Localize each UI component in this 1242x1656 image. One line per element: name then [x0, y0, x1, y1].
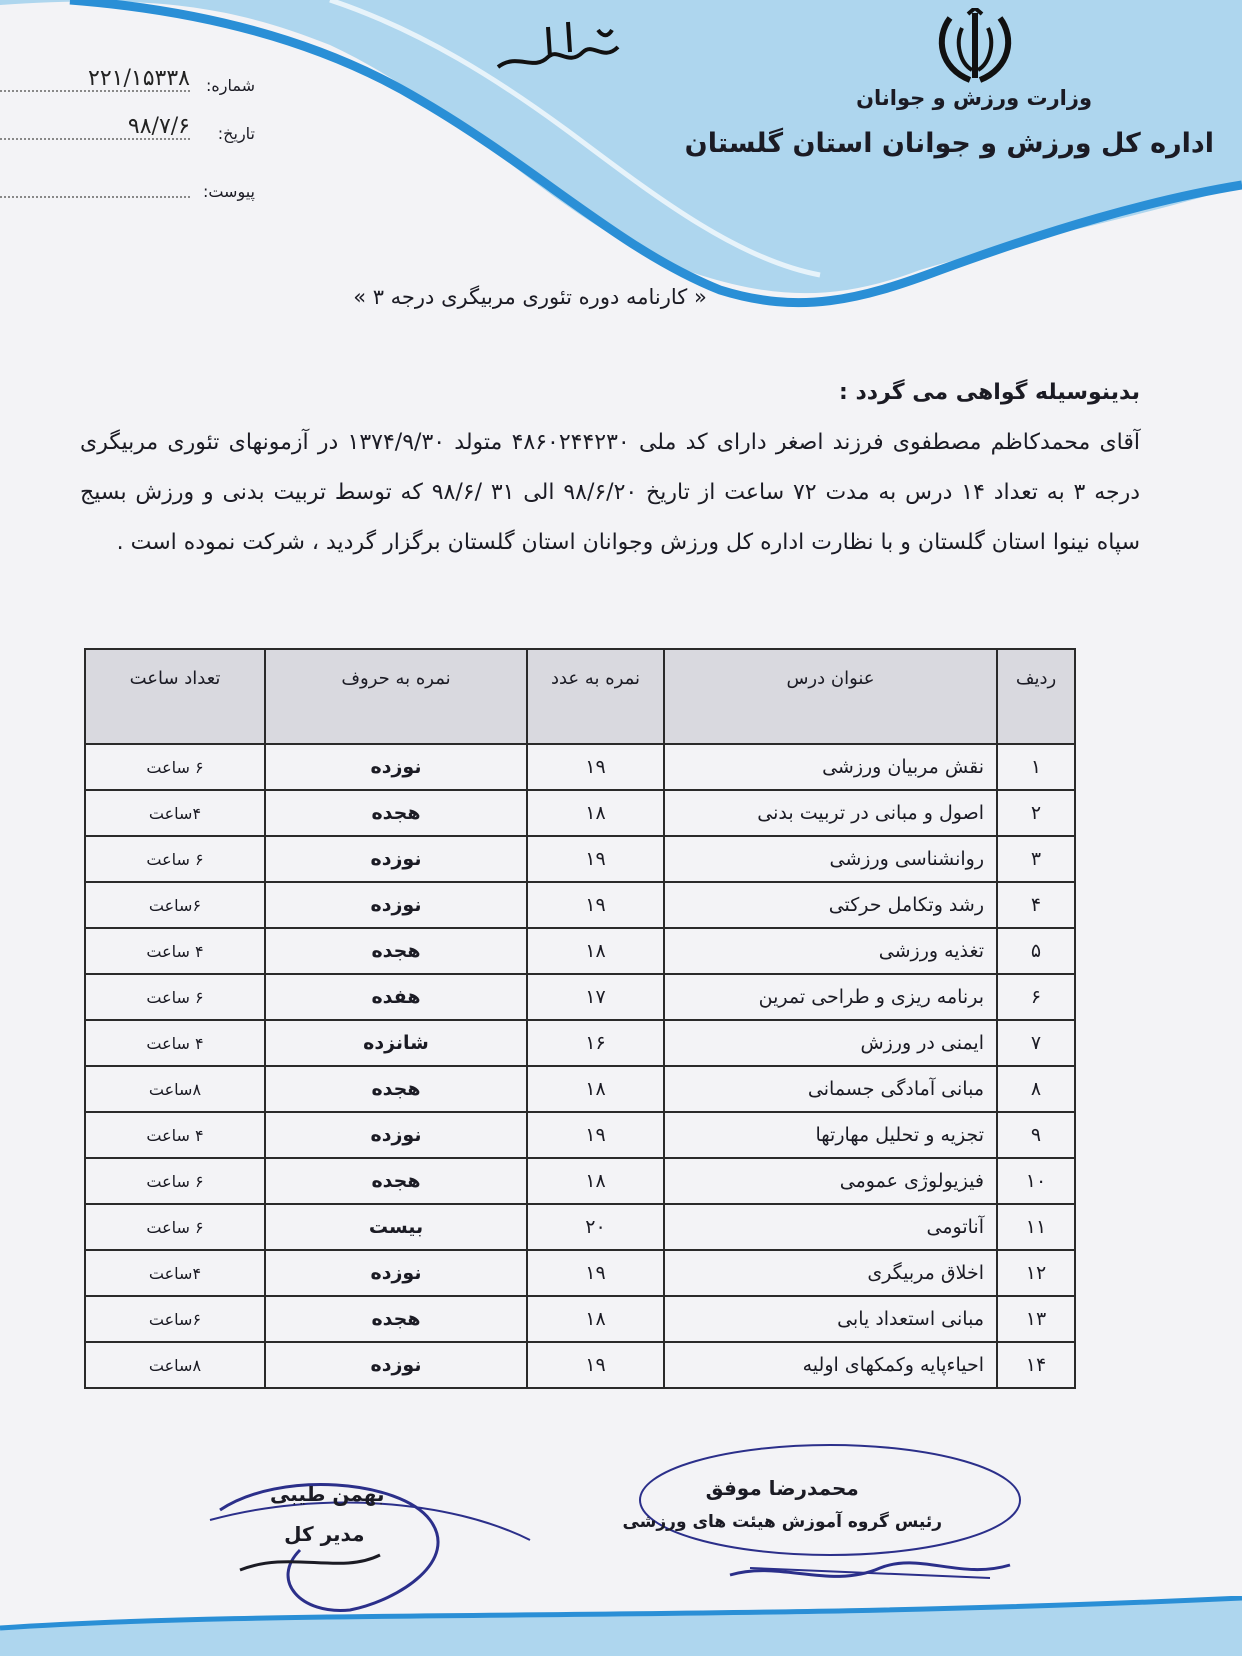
course-title-cell: روانشناسی ورزشی [664, 836, 997, 882]
grade-words-cell: نوزده [265, 1250, 527, 1296]
bismillah-calligraphy [488, 12, 628, 82]
hours-cell: ۶ ساعت [85, 1204, 265, 1250]
letter-date-field [0, 114, 300, 148]
row-number-cell: ۱ [997, 744, 1075, 790]
table-row [85, 836, 1075, 882]
grade-words-cell: نوزده [265, 836, 527, 882]
header-row-number: ردیف [997, 649, 1075, 744]
row-number-cell: ۱۲ [997, 1250, 1075, 1296]
grade-words-cell: بیست [265, 1204, 527, 1250]
hours-cell: ۴ ساعت [85, 1020, 265, 1066]
table-row [85, 882, 1075, 928]
grade-words-cell: نوزده [265, 882, 527, 928]
table-row [85, 1296, 1075, 1342]
course-title-cell: مبانی آمادگی جسمانی [664, 1066, 997, 1112]
course-title-cell: نقش مربیان ورزشی [664, 744, 997, 790]
grades-table-body [85, 744, 1075, 1388]
iran-emblem-icon [930, 8, 1020, 88]
row-number-cell: ۱۱ [997, 1204, 1075, 1250]
table-row [85, 1066, 1075, 1112]
row-number-cell: ۵ [997, 928, 1075, 974]
row-number-cell: ۱۰ [997, 1158, 1075, 1204]
grade-number-cell: ۱۸ [527, 790, 664, 836]
hours-cell: ۸ساعت [85, 1342, 265, 1388]
table-row [85, 928, 1075, 974]
grade-number-cell: ۱۹ [527, 1342, 664, 1388]
row-number-cell: ۹ [997, 1112, 1075, 1158]
course-title-cell: ایمنی در ورزش [664, 1020, 997, 1066]
grade-number-cell: ۱۸ [527, 1296, 664, 1342]
number-value: ۲۲۱/۱۵۳۳۸ [88, 66, 190, 91]
hours-cell: ۶ساعت [85, 882, 265, 928]
hours-cell: ۴ ساعت [85, 1112, 265, 1158]
grade-words-cell: شانزده [265, 1020, 527, 1066]
document-title: « کارنامه دوره تئوری مربیگری درجه ۳ » [353, 285, 707, 309]
grade-number-cell: ۱۸ [527, 928, 664, 974]
header-grade-number: نمره به عدد [527, 649, 664, 744]
hours-cell: ۴ ساعت [85, 928, 265, 974]
number-label: شماره: [205, 76, 255, 95]
table-row [85, 1204, 1075, 1250]
table-row [85, 974, 1075, 1020]
attachment-field [0, 182, 300, 206]
date-value: ۹۸/۷/۶ [127, 114, 190, 139]
grade-number-cell: ۲۰ [527, 1204, 664, 1250]
grade-number-cell: ۱۹ [527, 1250, 664, 1296]
hours-cell: ۸ساعت [85, 1066, 265, 1112]
grade-number-cell: ۱۹ [527, 836, 664, 882]
grades-table [84, 648, 1076, 1389]
row-number-cell: ۴ [997, 882, 1075, 928]
footer-wave-graphic [0, 1596, 1242, 1656]
directorate-name: اداره کل ورزش و جوانان استان گلستان [684, 128, 1214, 159]
course-title-cell: رشد وتکامل حرکتی [664, 882, 997, 928]
grade-number-cell: ۱۶ [527, 1020, 664, 1066]
signer-right-name: محمدرضا موفق [705, 1476, 859, 1500]
certificate-paragraph: آقای محمدکاظم مصطفوی فرزند اصغر دارای کد ملی ۴۸۶۰۲۴۴۲۳۰ متولد ۱۳۷۴/۹/۳۰ در آزمونهای تئوری مربیگری درجه ۳ به تعداد ۱۴ درس به مدت ۷۲ ساعت از تاریخ ۹۸/۶/۲۰ الی ۳۱ /۹۸/۶ که توسط تربیت بدنی و ورزش بسیج سپاه نینوا استان گلستان و با نظارت اداره کل ورزش وجوانان استان گلستان برگزار گردید ، شرکت نموده است . [80, 430, 1141, 555]
course-title-cell: اصول و مبانی در تربیت بدنی [664, 790, 997, 836]
table-row [85, 1158, 1075, 1204]
table-row [85, 790, 1075, 836]
row-number-cell: ۶ [997, 974, 1075, 1020]
table-row [85, 1250, 1075, 1296]
hours-cell: ۶ ساعت [85, 744, 265, 790]
signer-right-title: رئیس گروه آموزش هیئت های ورزشی [622, 1512, 942, 1532]
table-row [85, 1112, 1075, 1158]
course-title-cell: احیاءپایه وکمکهای اولیه [664, 1342, 997, 1388]
table-header-row [85, 649, 1075, 744]
certificate-body [80, 368, 1140, 568]
course-title-cell: تغذیه ورزشی [664, 928, 997, 974]
grade-words-cell: نوزده [265, 1342, 527, 1388]
grade-number-cell: ۱۷ [527, 974, 664, 1020]
course-title-cell: فیزیولوژی عمومی [664, 1158, 997, 1204]
signer-left-name: بهمن طیبی [270, 1482, 385, 1506]
course-title-cell: مبانی استعداد یابی [664, 1296, 997, 1342]
hours-cell: ۴ساعت [85, 1250, 265, 1296]
row-number-cell: ۳ [997, 836, 1075, 882]
grade-words-cell: هجده [265, 928, 527, 974]
hours-cell: ۶ ساعت [85, 836, 265, 882]
signer-left-title: مدیر کل [284, 1522, 365, 1546]
row-number-cell: ۱۴ [997, 1342, 1075, 1388]
course-title-cell: اخلاق مربیگری [664, 1250, 997, 1296]
grade-number-cell: ۱۹ [527, 1112, 664, 1158]
course-title-cell: تجزیه و تحلیل مهارتها [664, 1112, 997, 1158]
header-grade-words: نمره به حروف [265, 649, 527, 744]
row-number-cell: ۱۳ [997, 1296, 1075, 1342]
bismillah-text: باسمه تعالی [558, 80, 564, 81]
hours-cell: ۴ساعت [85, 790, 265, 836]
right-signature-block [622, 1476, 942, 1532]
grade-number-cell: ۱۸ [527, 1066, 664, 1112]
grade-words-cell: نوزده [265, 1112, 527, 1158]
grade-number-cell: ۱۹ [527, 744, 664, 790]
header-hours: تعداد ساعت [85, 649, 265, 744]
row-number-cell: ۸ [997, 1066, 1075, 1112]
grade-number-cell: ۱۹ [527, 882, 664, 928]
grade-words-cell: هجده [265, 790, 527, 836]
hours-cell: ۶ساعت [85, 1296, 265, 1342]
letter-number-field [0, 66, 300, 100]
table-row [85, 744, 1075, 790]
grade-words-cell: هجده [265, 1158, 527, 1204]
course-title-cell: آناتومی [664, 1204, 997, 1250]
certificate-intro: بدینوسیله گواهی می گردد : [839, 380, 1140, 405]
course-title-cell: برنامه ریزی و طراحی تمرین [664, 974, 997, 1020]
attachment-label: پیوست: [202, 182, 255, 201]
grade-number-cell: ۱۸ [527, 1158, 664, 1204]
table-row [85, 1020, 1075, 1066]
hours-cell: ۶ ساعت [85, 974, 265, 1020]
header-course: عنوان درس [664, 649, 997, 744]
left-signature-block [270, 1482, 384, 1546]
grade-words-cell: هفده [265, 974, 527, 1020]
row-number-cell: ۷ [997, 1020, 1075, 1066]
ministry-name: وزارت ورزش و جوانان [856, 86, 1092, 110]
table-row [85, 1342, 1075, 1388]
grade-words-cell: هجده [265, 1296, 527, 1342]
grade-words-cell: نوزده [265, 744, 527, 790]
hours-cell: ۶ ساعت [85, 1158, 265, 1204]
row-number-cell: ۲ [997, 790, 1075, 836]
grade-words-cell: هجده [265, 1066, 527, 1112]
date-label: تاریخ: [217, 124, 255, 143]
